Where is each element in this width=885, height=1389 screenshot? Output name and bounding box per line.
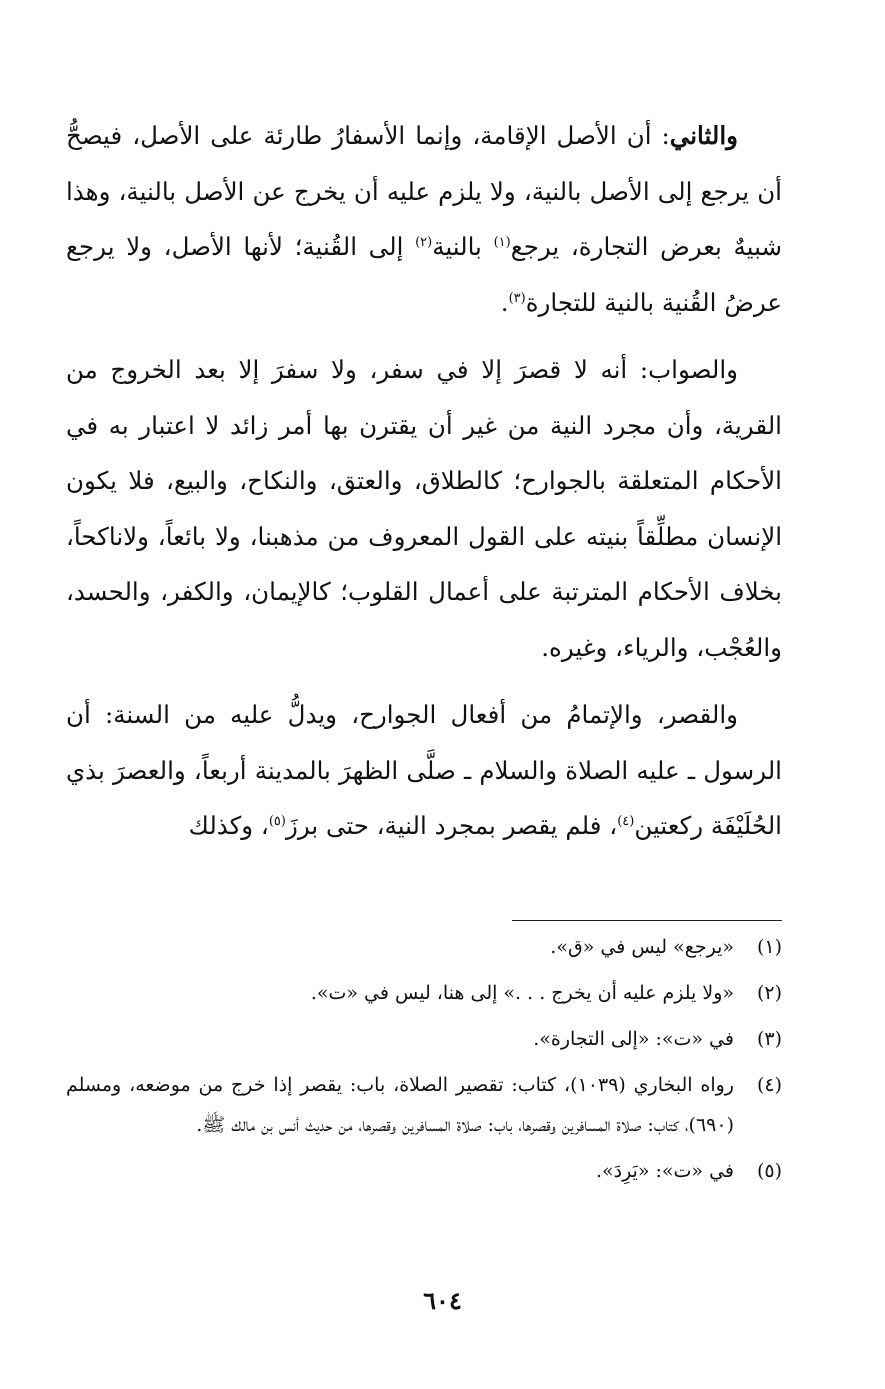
footnote-3 <box>66 1019 782 1059</box>
footnote-text: في «ت»: «إلى التجارة». <box>533 1028 734 1050</box>
footnote-ref-3: (٣) <box>508 290 526 306</box>
paragraph-1-lead: والثاني <box>669 121 738 150</box>
paragraph-1-text-c: إلى القُنية؛ لأنها الأصل، ولا يرجع عرضُ القُنية بالنية للتجارة <box>66 232 782 317</box>
footnote-divider <box>512 920 782 921</box>
paragraph-3-text-a: والقصر، والإتمامُ من أفعال الجوارح، ويدلُّ عليه من السنة: أن الرسول ـ عليه الصلاة والسلام ـ صلَّى الظهرَ بالمدينة أربعاً، والعصرَ بذي الحُلَيْفَة ركعتين <box>66 700 782 840</box>
footnote-ref-1: (١) <box>493 234 511 250</box>
footnote-number: (١) <box>756 936 782 958</box>
footnote-ref-4: (٤) <box>617 813 635 829</box>
footnotes <box>66 920 782 1197</box>
paragraph-3-text-c: ، وكذلك <box>188 811 269 840</box>
page-number: ٦٠٤ <box>423 1286 462 1315</box>
paragraph-3-text-b: ، فلم يقصر بمجرد النية، حتى برزَ <box>285 811 618 840</box>
paragraph-1-text-b: بالنية <box>432 232 494 261</box>
footnote-text: في «ت»: «يَرِدَ». <box>595 1160 734 1182</box>
paragraph-1-text-d: . <box>500 287 509 317</box>
footnote-text: رواه البخاري (١٠٣٩)، كتاب: تقصير الصلاة، باب: يقصر إذا خرج من موضعه، ومسلم (٦٩٠)، كتاب: صلاة المسافرين وقصرها، باب: صلاة المسافرين وقصرها، من حديث أنس بن مالك ﷺ. <box>66 1074 734 1136</box>
footnote-ref-5: (٥) <box>268 813 286 829</box>
footnote-number: (٢) <box>756 982 782 1004</box>
paragraph-1-text-a: : أن الأصل الإقامة، وإنما الأسفارُ طارئة على الأصل، فيصحُّ أن يرجع إلى الأصل بالنية، ولا يلزم عليه أن يخرج عن الأصل بالنية، وهذا شبيهٌ بعرض التجارة، يرجع <box>66 121 783 261</box>
footnote-4 <box>66 1065 782 1145</box>
footnote-2 <box>66 973 782 1013</box>
footnote-number: (٤) <box>756 1074 782 1096</box>
footnote-1 <box>66 927 782 967</box>
main-text <box>66 108 782 866</box>
footnote-text: «ولا يلزم عليه أن يخرج . . .» إلى هنا، ليس في «ت». <box>310 982 734 1004</box>
paragraph-2: والصواب: أنه لا قصرَ إلا في سفر، ولا سفرَ إلا بعد الخروج من القرية، وأن مجرد النية من غير أن يقترن بها أمر زائد لا اعتبار به في الأحكام المتعلقة بالجوارح؛ كالطلاق، والعتق، والنكاح، والبيع، فلا يكون الإنسان مطلِّقاً بنيته على القول المعروف من مذهبنا، ولا بائعاً، ولاناكحاً، بخلاف الأحكام المترتبة على أعمال القلوب؛ كالإيمان، والكفر، والحسد، والعُجْب، والرياء، وغيره. <box>66 355 782 662</box>
paragraph-3 <box>66 687 782 854</box>
footnote-number: (٥) <box>756 1160 782 1182</box>
footnote-text: «يرجع» ليس في «ق». <box>550 936 734 958</box>
footnote-number: (٣) <box>756 1028 782 1050</box>
footnote-5 <box>66 1151 782 1191</box>
footnote-ref-2: (٢) <box>415 234 433 250</box>
paragraph-1 <box>66 108 782 330</box>
